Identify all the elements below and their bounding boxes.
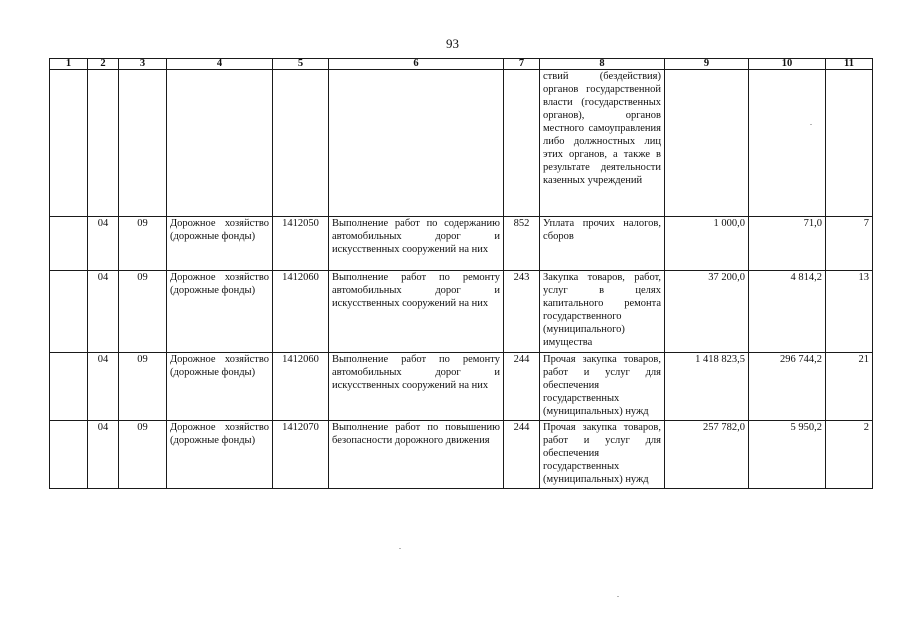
cell-col2: 04: [88, 271, 119, 353]
scan-speck: [617, 596, 619, 597]
table-row: [50, 421, 873, 489]
cell-work-description: [329, 70, 504, 217]
column-header-8: 8: [540, 59, 665, 70]
table-row: [50, 217, 873, 271]
column-header-7: 7: [504, 59, 540, 70]
cell-col1: [50, 421, 88, 489]
cell-col3: 09: [119, 353, 167, 421]
cell-amount-plan: [665, 70, 749, 217]
cell-col3: [119, 70, 167, 217]
cell-col3: 09: [119, 421, 167, 489]
cell-work-description: Выполнение работ по повышению безопасности дорожного движения: [329, 421, 504, 489]
cell-col2: 04: [88, 353, 119, 421]
header-row: [50, 59, 873, 70]
cell-expense-code: [504, 70, 540, 217]
cell-section-name: Дорожное хозяйство (дорожные фонды): [167, 217, 273, 271]
cell-section-name: [167, 70, 273, 217]
cell-expense-description: Закупка товаров, работ, услуг в целях капитального ремонта государственного (муниципального) имущества: [540, 271, 665, 353]
column-header-3: 3: [119, 59, 167, 70]
cell-expense-code: 244: [504, 353, 540, 421]
cell-col1: [50, 271, 88, 353]
cell-amount-fact: 4 814,2: [749, 271, 826, 353]
cell-amount-plan: 37 200,0: [665, 271, 749, 353]
cell-expense-description: ствий (бездействия) органов государственной власти (государственных органов), органов местного самоуправления либо должностных лиц этих органов, а также в результате деятельности казенных учреждений: [540, 70, 665, 217]
cell-section-name: Дорожное хозяйство (дорожные фонды): [167, 353, 273, 421]
cell-col3: 09: [119, 217, 167, 271]
cell-work-description: Выполнение работ по ремонту автомобильных дорог и искусственных сооружений на них: [329, 353, 504, 421]
cell-col2: 04: [88, 217, 119, 271]
cell-section-name: Дорожное хозяйство (дорожные фонды): [167, 421, 273, 489]
cell-percent: 2: [826, 421, 873, 489]
cell-col2: 04: [88, 421, 119, 489]
column-header-1: 1: [50, 59, 88, 70]
column-header-2: 2: [88, 59, 119, 70]
cell-percent: [826, 70, 873, 217]
cell-section-name: Дорожное хозяйство (дорожные фонды): [167, 271, 273, 353]
column-header-10: 10: [749, 59, 826, 70]
cell-target-code: 1412050: [273, 217, 329, 271]
cell-target-code: 1412060: [273, 271, 329, 353]
cell-amount-fact: [749, 70, 826, 217]
cell-col2: [88, 70, 119, 217]
cell-expense-description: Прочая закупка товаров, работ и услуг для обеспечения государственных (муниципальных) нужд: [540, 421, 665, 489]
cell-work-description: Выполнение работ по ремонту автомобильных дорог и искусственных сооружений на них: [329, 271, 504, 353]
cell-expense-code: 852: [504, 217, 540, 271]
cell-amount-plan: 257 782,0: [665, 421, 749, 489]
cell-target-code: 1412070: [273, 421, 329, 489]
cell-amount-fact: 71,0: [749, 217, 826, 271]
cell-col1: [50, 353, 88, 421]
cell-amount-plan: 1 418 823,5: [665, 353, 749, 421]
column-header-4: 4: [167, 59, 273, 70]
cell-expense-code: 244: [504, 421, 540, 489]
cell-amount-fact: 5 950,2: [749, 421, 826, 489]
column-header-5: 5: [273, 59, 329, 70]
table-row: [50, 70, 873, 217]
cell-expense-description: Уплата прочих налогов, сборов: [540, 217, 665, 271]
cell-expense-description: Прочая закупка товаров, работ и услуг для обеспечения государственных (муниципальных) нужд: [540, 353, 665, 421]
cell-col3: 09: [119, 271, 167, 353]
cell-col1: [50, 217, 88, 271]
column-header-6: 6: [329, 59, 504, 70]
column-header-9: 9: [665, 59, 749, 70]
scan-speck: [810, 124, 812, 125]
cell-percent: 7: [826, 217, 873, 271]
budget-table: [49, 58, 873, 489]
table-row: [50, 353, 873, 421]
cell-target-code: [273, 70, 329, 217]
cell-amount-fact: 296 744,2: [749, 353, 826, 421]
cell-amount-plan: 1 000,0: [665, 217, 749, 271]
page-number: 93: [446, 36, 459, 51]
cell-percent: 21: [826, 353, 873, 421]
scan-speck: [399, 548, 401, 549]
column-header-11: 11: [826, 59, 873, 70]
cell-work-description: Выполнение работ по содержанию автомобильных дорог и искусственных сооружений на них: [329, 217, 504, 271]
cell-expense-code: 243: [504, 271, 540, 353]
table-row: [50, 271, 873, 353]
cell-target-code: 1412060: [273, 353, 329, 421]
cell-col1: [50, 70, 88, 217]
cell-percent: 13: [826, 271, 873, 353]
